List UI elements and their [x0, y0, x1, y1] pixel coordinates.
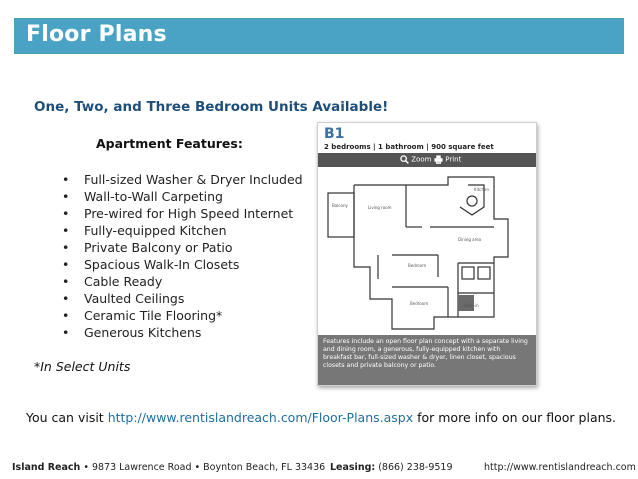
feature-item: • Wall-to-Wall Carpeting	[62, 189, 223, 204]
plan-description: Features include an open floor plan concept with a separate living and dining room, a generous, fully-equipped kitchen with breakfast bar, full-sized washer & dryer, linen closet, spacious closets and private balcony or patio.	[318, 335, 536, 385]
svg-text:Balcony: Balcony	[332, 203, 348, 208]
feature-item: • Cable Ready	[62, 274, 163, 289]
svg-text:Kitchen: Kitchen	[474, 187, 490, 192]
floor-plan-drawing	[318, 167, 536, 335]
page-title: Floor Plans	[26, 22, 167, 47]
zoom-button[interactable]: Zoom	[400, 155, 431, 164]
printer-icon	[434, 156, 445, 164]
title-bar	[14, 18, 624, 54]
feature-item: • Private Balcony or Patio	[62, 240, 233, 255]
bullet: •	[62, 308, 70, 323]
feature-item: • Generous Kitchens	[62, 325, 202, 340]
floor-plans-link[interactable]: http://www.rentislandreach.com/Floor-Plans.aspx	[107, 410, 414, 425]
feature-item: • Full-sized Washer & Dryer Included	[62, 172, 303, 187]
bullet: •	[62, 257, 70, 272]
magnifier-icon	[400, 156, 411, 164]
feature-item: • Pre-wired for High Speed Internet	[62, 206, 294, 221]
bullet: •	[62, 172, 70, 187]
feature-item: • Vaulted Ceilings	[62, 291, 185, 306]
features-list	[62, 171, 303, 341]
svg-text:Dining area: Dining area	[458, 237, 482, 242]
footer-address: Island Reach • 9873 Lawrence Road • Boynton Beach, FL 33436	[12, 462, 326, 473]
plan-toolbar	[318, 153, 536, 167]
select-units-note: *In Select Units	[34, 359, 131, 374]
bullet: •	[62, 223, 70, 238]
svg-text:Living room: Living room	[368, 205, 392, 210]
bullet: •	[62, 206, 70, 221]
print-button[interactable]: Print	[434, 155, 461, 164]
bullet: •	[62, 189, 70, 204]
feature-item: • Fully-equipped Kitchen	[62, 223, 227, 238]
footer-leasing: Leasing: (866) 238-9519	[330, 462, 453, 473]
svg-text:Walk-in: Walk-in	[464, 303, 479, 308]
floor-plan-card	[317, 122, 537, 386]
visit-line: You can visit http://www.rentislandreach.com/Floor-Plans.aspx for more info on our floor plans.	[26, 410, 617, 425]
feature-item: • Spacious Walk-In Closets	[62, 257, 240, 272]
footer-website-link[interactable]: http://www.rentislandreach.com	[484, 462, 636, 473]
feature-item: • Ceramic Tile Flooring*	[62, 308, 223, 323]
plan-spec: 2 bedrooms | 1 bathroom | 900 square feet	[324, 143, 494, 151]
features-heading: Apartment Features:	[96, 136, 243, 151]
plan-code: B1	[324, 126, 345, 142]
bullet: •	[62, 274, 70, 289]
svg-text:Bedroom: Bedroom	[410, 301, 429, 306]
bullet: •	[62, 291, 70, 306]
svg-text:Bedroom: Bedroom	[408, 263, 427, 268]
subtitle: One, Two, and Three Bedroom Units Available!	[34, 99, 389, 115]
bullet: •	[62, 240, 70, 255]
bullet: •	[62, 325, 70, 340]
